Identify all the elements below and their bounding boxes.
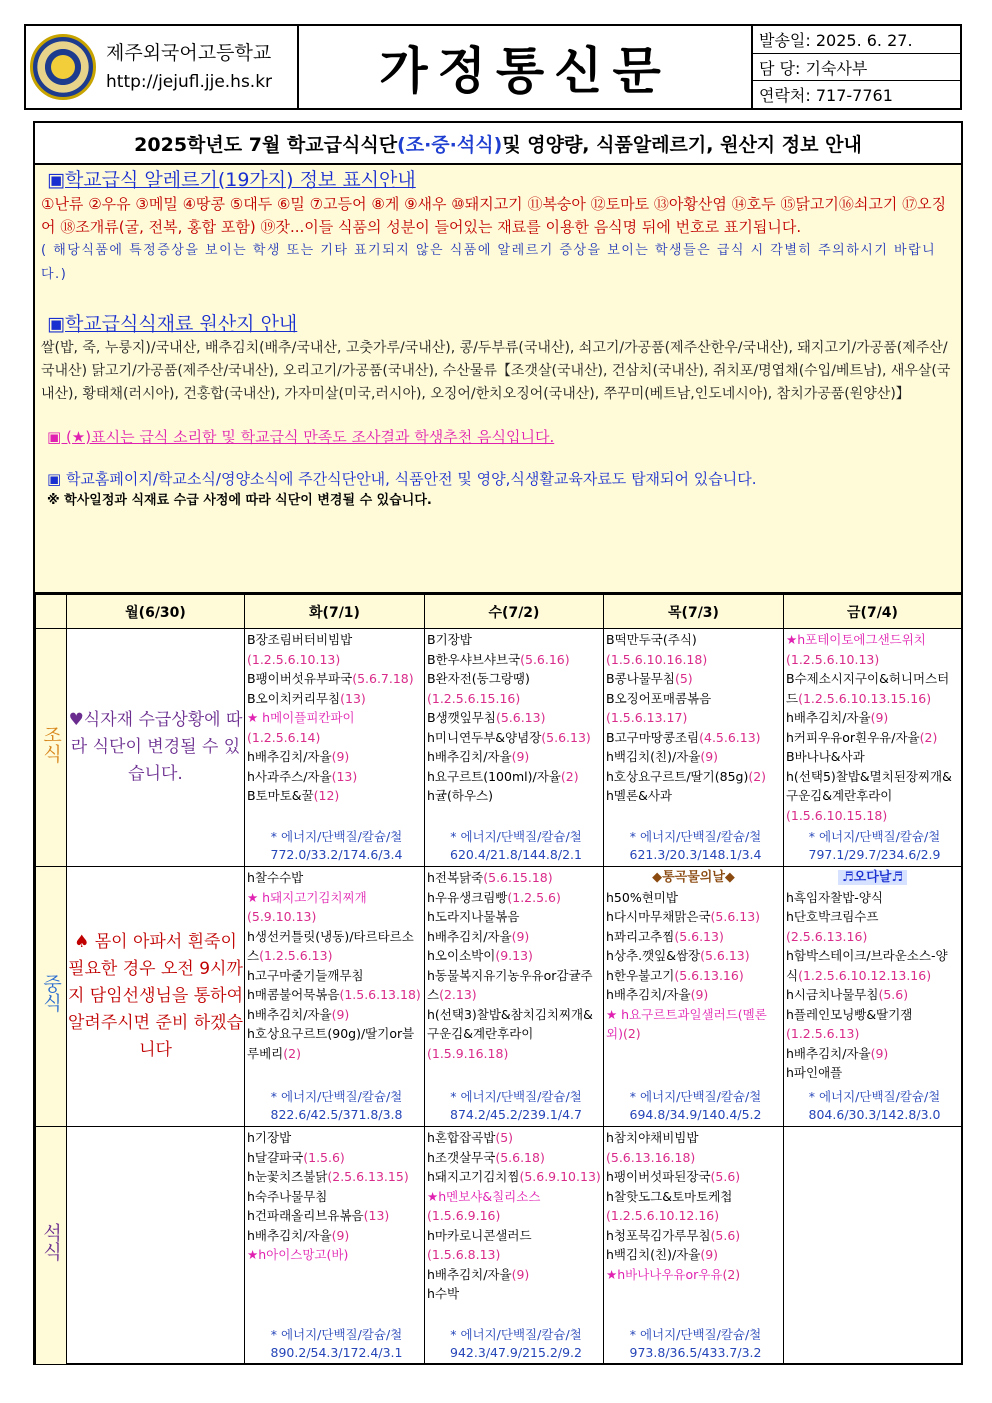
nutrition-info — [431, 828, 601, 864]
menu-item: h꽈리고추찜(5.6.13) — [606, 928, 724, 944]
menu-item: h배추김치/자율(9) — [427, 928, 530, 944]
nutrition-info — [431, 1088, 601, 1124]
menu-item: B생깻잎무침(5.6.13) — [427, 710, 546, 725]
tue-breakfast-cell — [245, 629, 425, 867]
menu-item: B오징어포매콤볶음(1.5.6.13.17) — [606, 690, 712, 725]
fri-dinner-cell — [784, 1127, 962, 1365]
menu-item: h시금치나물무침(5.6) — [786, 987, 909, 1002]
school-logo-icon — [30, 34, 96, 100]
menu-item: h숙주나물무침 — [247, 1188, 328, 1204]
menu-item: h참치야채비빔밥(5.6.13.16.18) — [606, 1130, 699, 1165]
dinner-label — [36, 1127, 67, 1365]
day-mon: 월(6/30) — [67, 595, 245, 629]
mon-dinner-cell — [67, 1127, 245, 1365]
nutrition-label: * 에너지/단백질/칼슘/철 — [270, 829, 403, 844]
wed-dinner-cell — [425, 1127, 604, 1365]
breakfast-label — [36, 629, 67, 867]
menu-item: h매콤불어묵볶음(1.5.6.13.18) — [247, 987, 421, 1002]
menu-item: h호상요구르트(90g)/딸기or블루베리(2) — [247, 1026, 415, 1061]
menu-item: B바나나&사과 — [786, 749, 865, 764]
day-header-row — [36, 595, 962, 629]
corner-cell — [36, 595, 67, 629]
school-url[interactable]: http://jejufl.jje.hs.kr — [106, 72, 273, 92]
menu-item: h백김치(친)/자율(9) — [606, 749, 719, 764]
menu-item: ★ h메이플피칸파이(1.2.5.6.14) — [247, 710, 355, 745]
contact: 연락처: 717-7761 — [759, 86, 893, 106]
change-note: ※ 학사일정과 식재료 수급 사정에 따라 식단이 변경될 수 있습니다. — [47, 493, 432, 508]
menu-item: B완자전(동그랑땡)(1.2.5.6.15.16) — [427, 671, 530, 706]
menu-item: h배추김치/자율(9) — [427, 749, 530, 764]
menu-item: h고구마줄기들깨무침 — [247, 967, 364, 983]
menu-item: h배추김치/자율(9) — [247, 749, 350, 764]
notice-title-meals: (조·중·석식) — [397, 133, 503, 156]
menu-item: h배추김치/자율(9) — [247, 1006, 350, 1022]
day-tue: 화(7/1) — [245, 595, 425, 629]
menu-item: h한우불고기(5.6.13.16) — [606, 967, 744, 983]
menu-item: B토마토&꿀(12) — [247, 788, 340, 803]
menu-item: ★h아이스망고(바) — [247, 1247, 349, 1262]
menu-item: h동물복지유기농우유or감귤주스(2.13) — [427, 967, 593, 1002]
notice-title — [35, 123, 961, 165]
menu-item: h커피우유or흰우유/자율(2) — [786, 729, 938, 745]
menu-item: h배추김치/자율(9) — [427, 1266, 530, 1282]
nutrition-values: 890.2/54.3/172.4/3.1 — [270, 1345, 403, 1360]
mon-breakfast-message: ♥식자재 수급상황에 따라 식단이 변경될 수 있습니다. — [67, 629, 245, 867]
wed-lunch-cell — [425, 867, 604, 1127]
nutrition-info — [251, 1326, 422, 1362]
nutrition-values: 822.6/42.5/371.8/3.8 — [270, 1107, 403, 1122]
menu-item: h파인애플 — [786, 1065, 843, 1080]
nutrition-values: 942.3/47.9/215.2/9.2 — [450, 1345, 582, 1360]
menu-item: B팽이버섯유부파국(5.6.7.18) — [247, 671, 414, 686]
nutrition-values: 797.1/29.7/234.6/2.9 — [808, 847, 941, 862]
thu-breakfast-cell — [604, 629, 784, 867]
menu-item: h흑임자찰밥-양식 — [786, 889, 883, 905]
nutrition-values: 804.6/30.3/142.8/3.0 — [808, 1107, 941, 1122]
menu-item: B한우샤브샤브국(5.6.16) — [427, 651, 570, 667]
special-day-tag: ♬오다날♬ — [786, 868, 959, 888]
menu-item: B떡만두국(주식)(1.5.6.10.16.18) — [606, 632, 708, 667]
menu-item: h배추김치/자율(9) — [247, 1227, 350, 1243]
day-thu: 목(7/3) — [604, 595, 784, 629]
manager: 담 당: 기숙사부 — [753, 54, 960, 82]
menu-item: h생선커틀릿(냉동)/타르타르소스(1.2.5.6.13) — [247, 928, 414, 963]
notice-title-post: 및 영양량, 식품알레르기, 원산지 정보 안내 — [502, 133, 862, 156]
nutrition-label: * 에너지/단백질/칼슘/철 — [808, 829, 941, 844]
menu-item: h(선택3)찰밥&참치김치찌개&구운김&계란후라이(1.5.9.16.18) — [427, 1006, 593, 1061]
allergy-caution: ( 해당식품에 특정증상을 보이는 학생 또는 기타 표기되지 않은 식품에 알레르기 증상을 보이는 학생들은 급식 시 각별히 주의하시기 바랍니다.) — [41, 243, 937, 282]
day-wed: 수(7/2) — [425, 595, 604, 629]
menu-item: h귤(하우스) — [427, 788, 493, 803]
menu-item: h우유생크림빵(1.2.5.6) — [427, 889, 561, 905]
menu-item: h미니연두부&양념장(5.6.13) — [427, 729, 591, 745]
fri-breakfast-cell — [784, 629, 962, 867]
menu-item: ★h포테이토에그샌드위치(1.2.5.6.10.13) — [786, 632, 926, 667]
nutrition-values: 874.2/45.2/239.1/4.7 — [450, 1107, 582, 1122]
menu-item: h백김치(친)/자율(9) — [606, 1247, 719, 1262]
send-date: 발송일: 2025. 6. 27. — [753, 26, 960, 54]
menu-item: h수박 — [427, 1286, 460, 1301]
lunch-label — [36, 867, 67, 1127]
menu-item: h단호박크림수프(2.5.6.13.16) — [786, 909, 879, 944]
menu-item: B수제소시지구이&허니머스터드(1.2.5.6.10.13.15.16) — [786, 671, 950, 706]
menu-item: h조갯살무국(5.6.18) — [427, 1149, 545, 1165]
nutrition-info — [610, 1088, 781, 1124]
menu-item: B오이치커리무침(13) — [247, 690, 366, 706]
dinner-label-text: 석식 — [40, 1222, 62, 1261]
nutrition-values: 772.0/33.2/174.6/3.4 — [270, 847, 403, 862]
menu-item: B기장밥 — [427, 632, 472, 647]
nutrition-label: * 에너지/단백질/칼슘/철 — [270, 1327, 403, 1342]
breakfast-label-text: 조식 — [40, 724, 62, 763]
menu-item: h돼지고기김치찜(5.6.9.10.13) — [427, 1169, 601, 1184]
nutrition-info — [610, 828, 781, 864]
menu-item: h함박스테이크/브라운소스-양식(1.2.5.6.10.12.13.16) — [786, 948, 948, 983]
nutrition-info — [431, 1326, 601, 1362]
nutrition-values: 694.8/34.9/140.4/5.2 — [629, 1107, 762, 1122]
notice-body — [35, 165, 961, 594]
special-day-tag: ◆통곡물의날◆ — [652, 870, 735, 885]
page-title: 가정통신문 — [379, 42, 671, 100]
menu-item: h청포묵김가루무침(5.6) — [606, 1227, 741, 1243]
mon-lunch-message: ♠ 몸이 아파서 흰죽이 필요한 경우 오전 9시까지 담임선생님을 통하여 알려주시면 준비 하겠습니다 — [67, 867, 245, 1127]
nutrition-label: * 에너지/단백질/칼슘/철 — [450, 829, 582, 844]
menu-item: h멜론&사과 — [606, 788, 672, 803]
nutrition-values: 620.4/21.8/144.8/2.1 — [450, 847, 582, 862]
nutrition-info — [251, 828, 422, 864]
main-frame — [33, 121, 963, 1365]
nutrition-label: * 에너지/단백질/칼슘/철 — [270, 1089, 403, 1104]
nutrition-label: * 에너지/단백질/칼슘/철 — [808, 1089, 941, 1104]
nutrition-values: 973.8/36.5/433.7/3.2 — [629, 1345, 762, 1360]
nutrition-info — [790, 828, 959, 864]
day-fri: 금(7/4) — [784, 595, 962, 629]
menu-item: h혼합잡곡밥(5) — [427, 1130, 514, 1145]
menu-item: h달걀파국(1.5.6) — [247, 1149, 345, 1165]
dinner-row — [36, 1127, 962, 1365]
menu-item: ★ h돼지고기김치찌개(5.9.10.13) — [247, 889, 367, 924]
nutrition-info — [610, 1326, 781, 1362]
menu-item: h다시마무채맑은국(5.6.13) — [606, 909, 761, 924]
menu-item: h오이소박이(9.13) — [427, 948, 533, 963]
menu-item: B장조림버터비빔밥(1.2.5.6.10.13) — [247, 632, 353, 667]
menu-item: h요구르트(100ml)/자율(2) — [427, 768, 579, 784]
title-box — [299, 24, 751, 110]
menu-table — [35, 594, 962, 1365]
menu-item: h(선택5)찰밥&멸치된장찌개&구운김&계란후라이(1.5.6.10.15.18) — [786, 768, 952, 823]
menu-item: h전복닭죽(5.6.15.18) — [427, 870, 553, 885]
tue-dinner-cell — [245, 1127, 425, 1365]
nutrition-label: * 에너지/단백질/칼슘/철 — [450, 1327, 582, 1342]
menu-item: B고구마땅콩조림(4.5.6.13) — [606, 729, 761, 745]
menu-item: h호상요구르트/딸기(85g)(2) — [606, 768, 767, 784]
nutrition-label: * 에너지/단백질/칼슘/철 — [629, 1089, 762, 1104]
menu-item: ★h바나나우유or우유(2) — [606, 1266, 741, 1282]
allergy-list: ①난류 ②우유 ③메밀 ④땅콩 ⑤대두 ⑥밀 ⑦고등어 ⑧게 ⑨새우 ⑩돼지고기 ⑪복숭아 ⑫토마토 ⑬아황산염 ⑭호두 ⑮닭고기⑯쇠고기 ⑰오징어 ⑱조개류(굴, 전복, 홍합 포함) ⑲잣...이들 식품의 성분이 들어있는 재료를 이용한 음식명 뒤에 번호로 표기됩니다. — [41, 195, 947, 236]
thu-lunch-cell — [604, 867, 784, 1127]
menu-item: B콩나물무침(5) — [606, 671, 693, 686]
menu-item: h건파래올리브유볶음(13) — [247, 1208, 390, 1223]
menu-item: h배추김치/자율(9) — [786, 710, 889, 725]
homepage-note: ▣ 학교홈페이지/학교소식/영양소식에 주간식단안내, 식품안전 및 영양,식생활교육자료도 탑재되어 있습니다. — [47, 470, 757, 488]
tue-lunch-cell — [245, 867, 425, 1127]
menu-item: h기장밥 — [247, 1130, 292, 1145]
menu-item: ★ h요구르트과일샐러드(멜론외)(2) — [606, 1006, 767, 1041]
school-block — [24, 24, 299, 110]
star-note: ▣ (★)표시는 급식 소리함 및 학교급식 만족도 조사결과 학생추천 음식입니다. — [47, 428, 555, 446]
menu-item: h도라지나물볶음 — [427, 909, 520, 924]
nutrition-label: * 에너지/단백질/칼슘/철 — [450, 1089, 582, 1104]
info-box — [751, 24, 962, 110]
menu-item: h찰핫도그&토마토케첩(1.2.5.6.10.12.16) — [606, 1188, 733, 1223]
menu-item: h사과주스/자율(13) — [247, 768, 358, 784]
menu-item: h배추김치/자율(9) — [606, 987, 709, 1002]
menu-item: h50%현미밥 — [606, 889, 678, 905]
menu-item: ★h멘보샤&칠리소스(1.5.6.9.16) — [427, 1188, 541, 1223]
nutrition-values: 621.3/20.3/148.1/3.4 — [629, 847, 762, 862]
thu-dinner-cell — [604, 1127, 784, 1365]
origin-heading: ▣학교급식식재료 원산지 안내 — [47, 313, 298, 335]
menu-item: h상추.깻잎&쌈장(5.6.13) — [606, 948, 750, 963]
lunch-label-text: 중식 — [40, 973, 62, 1012]
allergy-heading: ▣학교급식 알레르기(19가지) 정보 표시안내 — [47, 169, 416, 191]
fri-lunch-cell — [784, 867, 962, 1127]
origin-list: 쌀(밥, 죽, 누룽지)/국내산, 배추김치(배추/국내산, 고춧가루/국내산), 콩/두부류(국내산), 쇠고기/가공품(제주산한우/국내산), 돼지고기/가공품(제주산/국내산) 닭고기/가공품(제주산/국내산), 오리고기/가공품(국내산), 수산물류【조갯살(국내산), 건삼치(국내산), 쥐치포/명엽채(수입/베트남), 새우살(국내산), 황태채(러시아), 건홍합(국내산), 가자미살(미국,러시아), 오징어/한치오징어(국내산), 쭈꾸미(베트남,인도네시아), 참치가공품(원양산)】 — [41, 340, 951, 402]
breakfast-row — [36, 629, 962, 867]
nutrition-label: * 에너지/단백질/칼슘/철 — [629, 829, 762, 844]
menu-item: h팽이버섯파된장국(5.6) — [606, 1169, 741, 1184]
nutrition-info — [251, 1088, 422, 1124]
menu-item: h플레인모닝빵&딸기잼(1.2.5.6.13) — [786, 1006, 913, 1041]
nutrition-info — [790, 1088, 959, 1124]
lunch-row — [36, 867, 962, 1127]
notice-title-pre: 2025학년도 7월 학교급식식단 — [134, 133, 398, 156]
school-name: 제주외국어고등학교 — [106, 42, 272, 64]
menu-item: h마카로니콘샐러드(1.5.6.8.13) — [427, 1227, 532, 1262]
menu-item: h배추김치/자율(9) — [786, 1045, 889, 1061]
nutrition-label: * 에너지/단백질/칼슘/철 — [629, 1327, 762, 1342]
menu-item: h눈꽃치즈불닭(2.5.6.13.15) — [247, 1169, 409, 1184]
menu-item: h찰수수밥 — [247, 870, 304, 885]
document-header — [24, 24, 962, 110]
wed-breakfast-cell — [425, 629, 604, 867]
